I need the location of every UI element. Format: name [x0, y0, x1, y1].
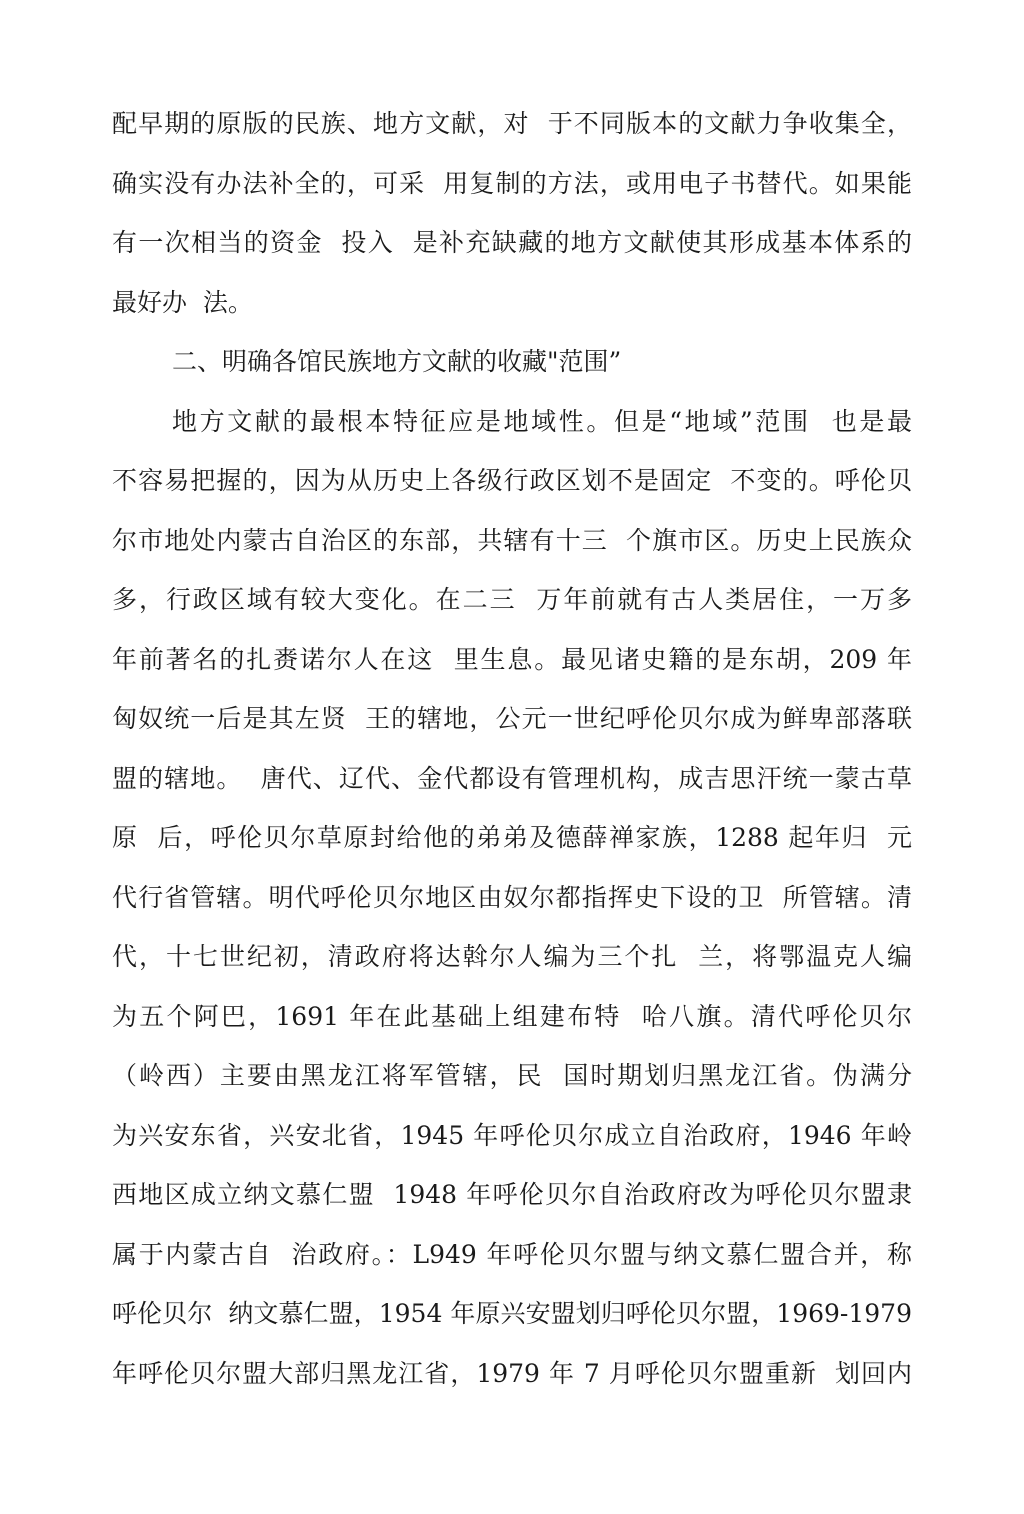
text-line: 多，行政区域有较大变化。在二三 万年前就有古人类居住，一万多	[112, 585, 912, 614]
text-line: （岭西）主要由黑龙江将军管辖，民 国时期划归黑龙江省。伪满分	[112, 1061, 912, 1090]
text-line: 代行省管辖。明代呼伦贝尔地区由奴尔都指挥史下设的卫 所管辖。清	[112, 883, 912, 912]
text-line: 匈奴统一后是其左贤 王的辖地，公元一世纪呼伦贝尔成为鲜卑部落联	[112, 704, 912, 733]
text-line: 最好办 法。	[112, 288, 253, 317]
text-line: 盟的辖地。 唐代、辽代、金代都设有管理机构，成吉思汗统一蒙古草	[112, 764, 912, 793]
text-line: 有一次相当的资金 投入 是补充缺藏的地方文献使其形成基本体系的	[112, 228, 912, 257]
text-line: 为兴安东省，兴安北省，1945 年呼伦贝尔成立自治政府，1946 年岭	[112, 1121, 912, 1150]
text-line: 地方文献的最根本特征应是地域性。但是“地域”范围 也是最	[172, 407, 912, 436]
text-line: 原 后，呼伦贝尔草原封给他的弟弟及德薛禅家族，1288 起年归 元	[112, 823, 912, 852]
text-line: 尔市地处内蒙古自治区的东部，共辖有十三 个旗市区。历史上民族众	[112, 526, 912, 555]
text-line: 年呼伦贝尔盟大部归黑龙江省，1979 年 7 月呼伦贝尔盟重新 划回内	[112, 1359, 912, 1388]
text-line: 确实没有办法补全的，可采 用复制的方法，或用电子书替代。如果能	[112, 169, 912, 198]
section-heading: 二、明确各馆民族地方文献的收藏"范围”	[172, 347, 622, 376]
text-line: 年前著名的扎赉诺尔人在这 里生息。最见诸史籍的是东胡，209 年	[112, 645, 912, 674]
text-line: 呼伦贝尔 纳文慕仁盟，1954 年原兴安盟划归呼伦贝尔盟，1969-1979	[112, 1299, 912, 1328]
text-line: 属于内蒙古自 治政府。：L949 年呼伦贝尔盟与纳文慕仁盟合并，称	[112, 1240, 912, 1269]
text-line: 不容易把握的，因为从历史上各级行政区划不是固定 不变的。呼伦贝	[112, 466, 912, 495]
text-line: 西地区成立纳文慕仁盟 1948 年呼伦贝尔自治政府改为呼伦贝尔盟隶	[112, 1180, 912, 1209]
text-line: 配早期的原版的民族、地方文献，对 于不同版本的文献力争收集全，	[112, 109, 912, 138]
text-line: 代，十七世纪初，清政府将达斡尔人编为三个扎 兰，将鄂温克人编	[112, 942, 912, 971]
text-line: 为五个阿巴，1691 年在此基础上组建布特 哈八旗。清代呼伦贝尔	[112, 1002, 912, 1031]
